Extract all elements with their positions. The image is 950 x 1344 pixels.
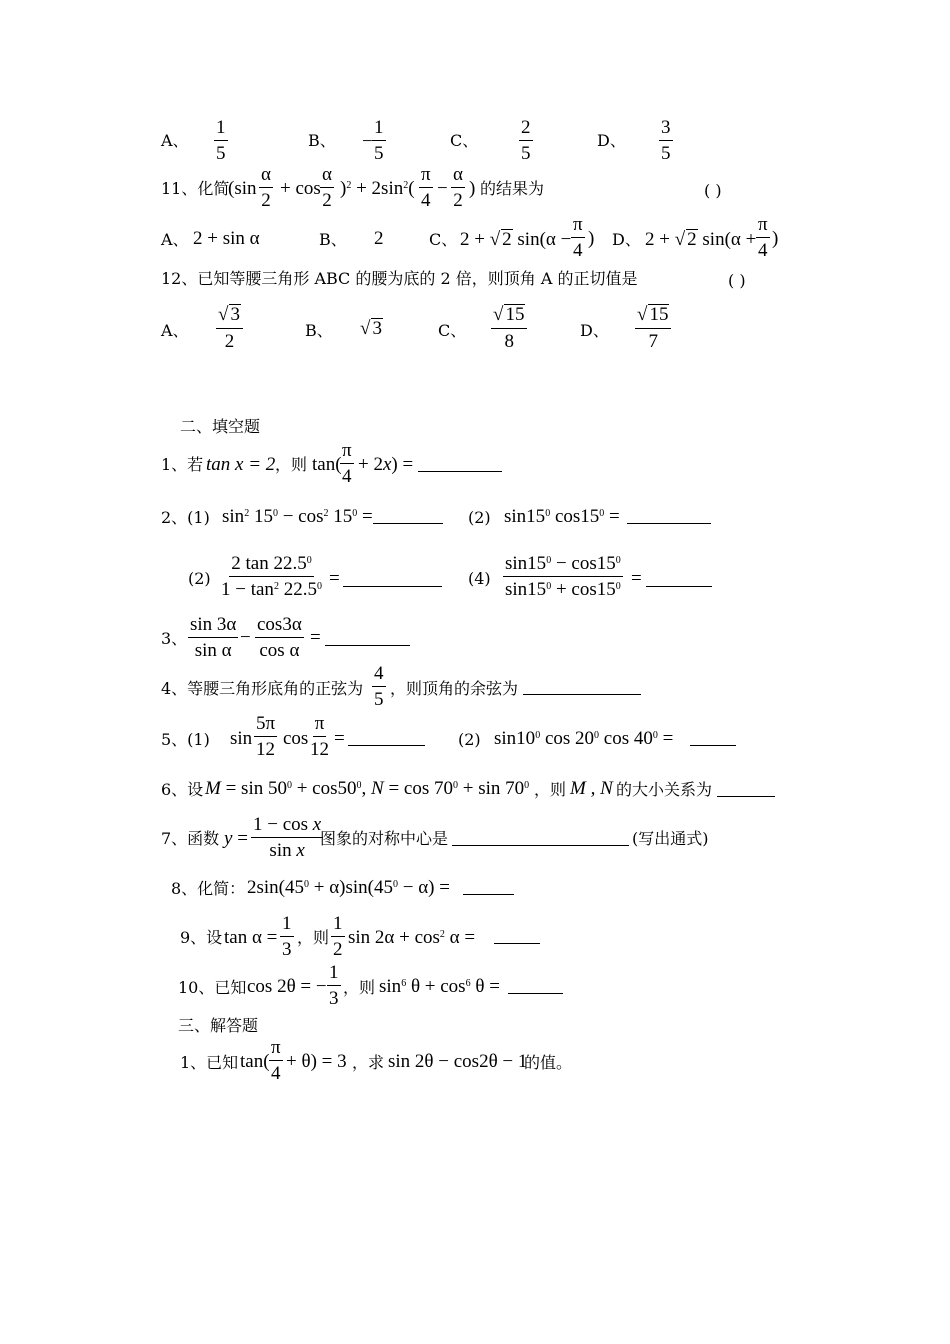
q11-option-c-expr: 2 + √ 2 sin(α − bbox=[460, 229, 572, 250]
fill-q2-prefix: 2、(1) bbox=[161, 508, 210, 527]
fill-q2-3-prefix: (2) bbox=[188, 569, 211, 588]
fill-q1-cond: tan x = 2 bbox=[206, 454, 276, 475]
fill-q3-minus: − bbox=[240, 627, 251, 648]
q11-prefix: 11、化简 bbox=[161, 179, 230, 198]
q11-option-b-expr: 2 bbox=[374, 228, 384, 249]
fill-q2-3-eq: = bbox=[329, 568, 340, 589]
fill-q10-mid: ，则 bbox=[343, 978, 376, 997]
fill-q1-blank[interactable] bbox=[418, 471, 502, 472]
q11-suffix: 的结果为 bbox=[480, 179, 545, 198]
q11-frac-alpha-2c: α 2 bbox=[453, 164, 463, 211]
fill-q8-prefix: 8、化简： bbox=[171, 879, 246, 898]
fill-q1-tan: tan( bbox=[312, 454, 342, 475]
fill-q1-frac: π 4 bbox=[342, 440, 352, 487]
fill-q5-prefix: 5、(1) bbox=[161, 730, 210, 749]
section-3-title: 三、解答题 bbox=[178, 1016, 259, 1035]
fill-q1-prefix: 1、若 bbox=[161, 455, 204, 474]
option-d-fraction: 3 5 bbox=[661, 117, 671, 164]
fill-q4-blank[interactable] bbox=[523, 694, 641, 695]
fill-q2-1-blank[interactable] bbox=[373, 523, 443, 524]
fill-q2-2-blank[interactable] bbox=[627, 523, 711, 524]
fill-q3-blank[interactable] bbox=[325, 645, 410, 646]
q11-option-d-close: ) bbox=[772, 228, 779, 249]
option-d-label: D、 bbox=[597, 131, 626, 150]
fill-q10-blank[interactable] bbox=[508, 993, 563, 994]
q11-expr-minus: − bbox=[437, 178, 448, 199]
q12-option-c-label: C、 bbox=[438, 321, 467, 340]
fill-q4-tail: ，则顶角的余弦为 bbox=[390, 679, 519, 698]
fill-q2-3-frac: 2 tan 22.5$^0$ $1 - \tan^2 22.5^0$ bbox=[221, 553, 322, 600]
fill-q6-mn: M , N bbox=[570, 778, 613, 799]
fill-q9-prefix: 9、设 bbox=[180, 928, 223, 947]
q11-option-a-label: A、 bbox=[161, 230, 189, 249]
fill-q3-prefix: 3、 bbox=[161, 629, 188, 648]
fill-q1-mid: ，则 bbox=[275, 455, 308, 474]
q12-text: 12、已知等腰三角形 ABC 的腰为底的 2 倍，则顶角 A 的正切值是 bbox=[161, 269, 638, 288]
q12-answer-paren: ( ) bbox=[728, 271, 746, 290]
q11-option-a-expr: 2 + sin α bbox=[193, 228, 260, 249]
fill-q3-frac1: sin 3α sin α bbox=[190, 614, 237, 661]
fill-q5-2-expr: $\sin 10^0$ $\cos 20^0$ $\cos 40^0$ = bbox=[494, 728, 674, 749]
fill-q6-expr: $M = \sin 50^0 + \cos 50^0$, $N = \cos 70^0 + \sin 70^0$ bbox=[205, 778, 530, 799]
answer-q1-prefix: 1、已知 bbox=[180, 1053, 239, 1072]
q11-option-d-expr: 2 + √ 2 sin(α + bbox=[645, 229, 757, 250]
q11-option-c-frac: π 4 bbox=[573, 214, 583, 261]
answer-q1-tail: 的值。 bbox=[524, 1053, 573, 1072]
fill-q4-text: 4、等腰三角形底角的正弦为 bbox=[161, 679, 364, 698]
q12-option-d-label: D、 bbox=[580, 321, 609, 340]
fill-q10-prefix: 10、已知 bbox=[178, 978, 247, 997]
answer-q1-tan: tan( bbox=[240, 1051, 270, 1072]
fill-q10-frac: 1 3 bbox=[329, 962, 339, 1009]
fill-q7-tail: 图象的对称中心是 bbox=[320, 829, 449, 848]
fill-q2-4-prefix: (4) bbox=[468, 569, 491, 588]
q11-answer-paren: ( ) bbox=[704, 181, 722, 200]
q11-option-c-label: C、 bbox=[429, 230, 458, 249]
answer-q1-expr: + θ) = 3 bbox=[286, 1051, 347, 1072]
fill-q2-1-expr: $\sin^2 15^0 - \cos^2 15^0$ = bbox=[222, 506, 373, 527]
fill-q7-prefix: 7、函数 bbox=[161, 829, 220, 848]
q12-option-b-expr: √ 3 bbox=[360, 318, 382, 339]
fill-q3-eq: = bbox=[310, 627, 321, 648]
fill-q9-tan: tan α = bbox=[224, 927, 278, 948]
fill-q10-cos: cos 2θ = − bbox=[247, 976, 327, 997]
fill-q5-frac2: π 12 bbox=[310, 713, 329, 760]
q11-option-c-close: ) bbox=[588, 228, 595, 249]
fill-q2-2-prefix: (2) bbox=[468, 508, 491, 527]
fill-q9-mid: ，则 bbox=[297, 928, 330, 947]
q11-expr-open: (sin bbox=[228, 178, 257, 199]
option-c-fraction: 2 5 bbox=[521, 117, 531, 164]
fill-q2-4-blank[interactable] bbox=[646, 586, 712, 587]
fill-q7-blank[interactable] bbox=[452, 845, 629, 846]
q11-option-d-label: D、 bbox=[612, 230, 641, 249]
fill-q9-expr: $\sin 2\alpha + \cos^2 \alpha$ = bbox=[348, 927, 476, 948]
fill-q7-note: (写出通式) bbox=[632, 829, 709, 848]
fill-q10-expr: $\sin^6 \theta + \cos^6 \theta$ = bbox=[379, 976, 500, 997]
answer-q1-target: sin 2θ − cos2θ − 1 bbox=[388, 1051, 528, 1072]
fill-q9-frac1: 1 3 bbox=[282, 913, 292, 960]
fill-q7-frac: 1 − cos x sin x bbox=[253, 814, 322, 861]
fill-q5-2-blank[interactable] bbox=[690, 745, 736, 746]
section-2-title: 二、填空题 bbox=[180, 417, 261, 436]
fill-q5-1-blank[interactable] bbox=[348, 745, 425, 746]
q12-option-a-frac: √ 3 2 bbox=[216, 304, 243, 351]
fill-q6-blank[interactable] bbox=[717, 796, 775, 797]
fill-q2-3-blank[interactable] bbox=[343, 586, 442, 587]
fill-q4-frac: 4 5 bbox=[374, 663, 384, 710]
option-a-fraction: 1 5 bbox=[216, 117, 226, 164]
fill-q2-4-eq: = bbox=[631, 568, 642, 589]
answer-q1-mid: ，求 bbox=[352, 1053, 385, 1072]
fill-q5-2-prefix: (2) bbox=[458, 730, 481, 749]
fill-q5-frac1: 5π 12 bbox=[256, 713, 276, 760]
fill-q1-expr: + 2x) = bbox=[358, 454, 414, 475]
answer-q1-frac: π 4 bbox=[271, 1037, 281, 1084]
option-b-label: B、 bbox=[308, 131, 336, 150]
fill-q6-mid: ，则 bbox=[534, 780, 567, 799]
q11-expr-cos: + cos bbox=[280, 178, 321, 199]
fill-q9-blank[interactable] bbox=[494, 943, 540, 944]
q12-option-b-label: B、 bbox=[305, 321, 333, 340]
option-b-fraction: 1 5 bbox=[374, 117, 384, 164]
q11-option-d-frac: π 4 bbox=[758, 214, 768, 261]
fill-q2-2-expr: $\sin 15^0$ $\cos 15^0$ = bbox=[504, 506, 620, 527]
fill-q8-expr: $2\sin(45^0 + \alpha)\sin(45^0 - \alpha)$ = bbox=[247, 877, 450, 898]
q11-frac-alpha-2a: α 2 bbox=[261, 164, 271, 211]
option-a-label: A、 bbox=[161, 131, 189, 150]
q12-option-c-frac: √ 15 8 bbox=[491, 304, 527, 351]
fill-q3-frac2: cos3α cos α bbox=[257, 614, 302, 661]
fill-q6-prefix: 6、设 bbox=[161, 780, 204, 799]
fill-q5-cos: cos bbox=[283, 728, 309, 749]
fill-q7-y: y = bbox=[224, 828, 248, 849]
option-c-label: C、 bbox=[450, 131, 479, 150]
q11-frac-alpha-2b: α 2 bbox=[322, 164, 332, 211]
fill-q9-frac2: 1 2 bbox=[333, 913, 343, 960]
q11-expr-sin2: )$^2 + 2\sin^2$( bbox=[340, 178, 415, 199]
q12-option-d-frac: √ 15 7 bbox=[635, 304, 671, 351]
q11-frac-pi-4: π 4 bbox=[421, 164, 431, 211]
fill-q8-blank[interactable] bbox=[463, 894, 514, 895]
fill-q2-4-frac: $\sin 15^0 - \cos 15^0$ $\sin 15^0 + \cos 15^0$ bbox=[505, 553, 621, 600]
q11-expr-close: ) bbox=[469, 178, 476, 199]
fill-q5-eq: = bbox=[334, 728, 345, 749]
fill-q5-sin: sin bbox=[230, 728, 253, 749]
q11-option-b-label: B、 bbox=[319, 230, 347, 249]
fill-q6-tail: 的大小关系为 bbox=[616, 780, 713, 799]
q12-option-a-label: A、 bbox=[161, 321, 189, 340]
option-b-sign: − bbox=[362, 131, 373, 152]
